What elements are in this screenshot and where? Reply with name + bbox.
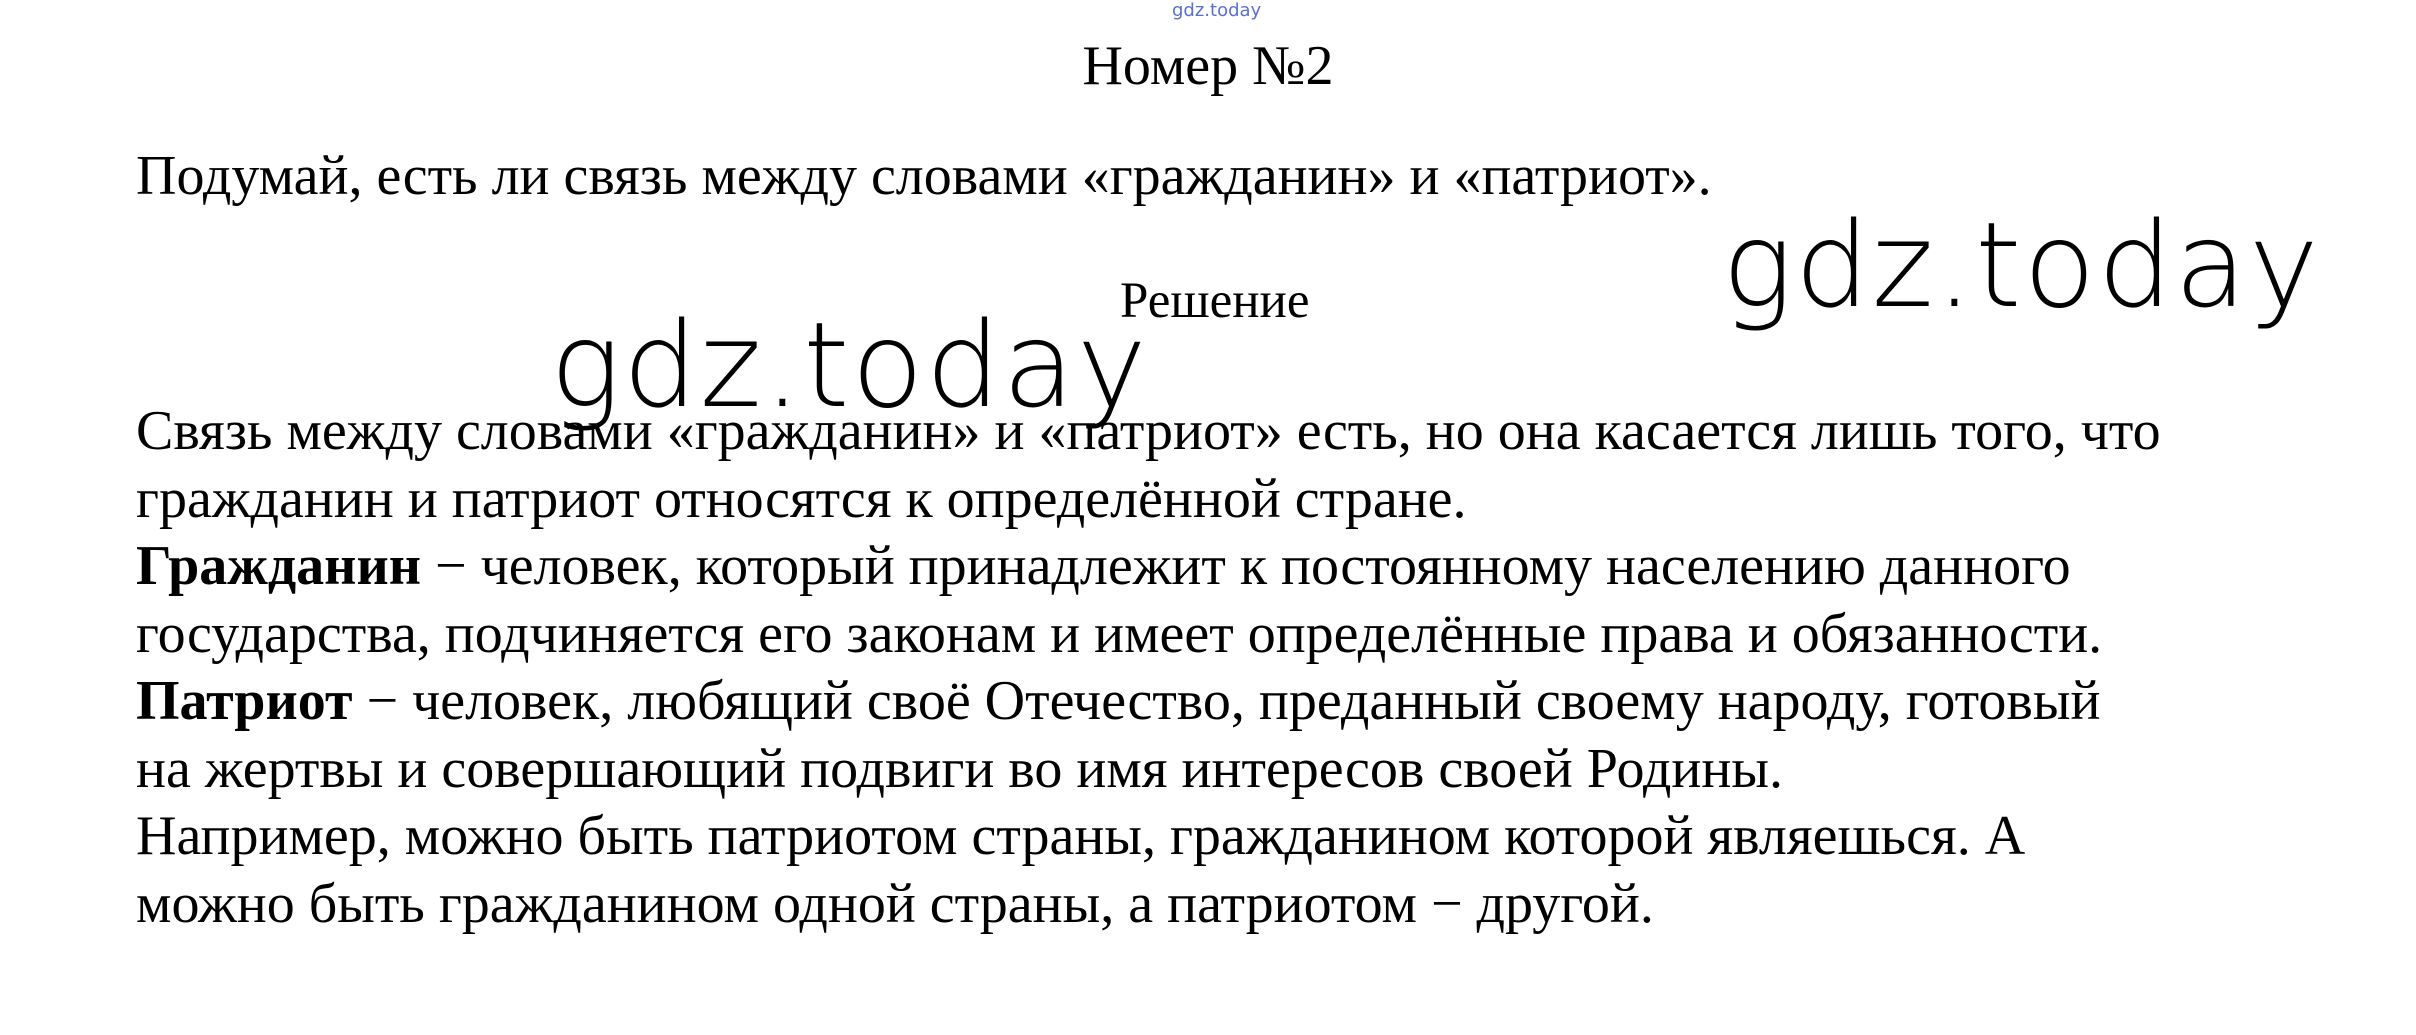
answer-line-1: Связь между словами «гражданин» и «патриот» есть, но она касается лишь того, что xyxy=(136,400,2161,462)
citizen-definition-line-2: государства, подчиняется его законам и имеет определённые права и обязанности. xyxy=(136,602,2103,665)
question-text: Подумай, есть ли связь между словами «гражданин» и «патриот». xyxy=(136,145,1712,207)
answer-text xyxy=(136,398,2396,938)
answer-line-2: гражданин и патриот относятся к определённой стране. xyxy=(136,467,1467,530)
citizen-term: Гражданин xyxy=(136,535,421,597)
patriot-term: Патриот xyxy=(136,670,353,732)
patriot-definition-line-1 xyxy=(136,668,2396,736)
watermark-left: gdz.today xyxy=(550,296,1149,434)
solution-label: Решение xyxy=(1120,273,1310,329)
example-line-2: можно быть гражданином одной страны, а патриотом − другой. xyxy=(136,872,1654,935)
patriot-definition-line-2: на жертвы и совершающий подвиги во имя интересов своей Родины. xyxy=(136,737,1783,800)
patriot-definition-text: − человек, любящий своё Отечество, преданный своему народу, готовый xyxy=(352,670,2101,732)
page-title: Номер №2 xyxy=(1082,35,1334,97)
citizen-definition-text: − человек, который принадлежит к постоянному населению данного xyxy=(420,535,2071,597)
citizen-definition-line-1 xyxy=(136,533,2396,601)
example-line-1: Например, можно быть патриотом страны, гражданином которой являешься. А xyxy=(136,805,2026,867)
watermark-right: gdz.today xyxy=(1722,196,2321,334)
watermark-small: gdz.today xyxy=(1172,0,1262,21)
